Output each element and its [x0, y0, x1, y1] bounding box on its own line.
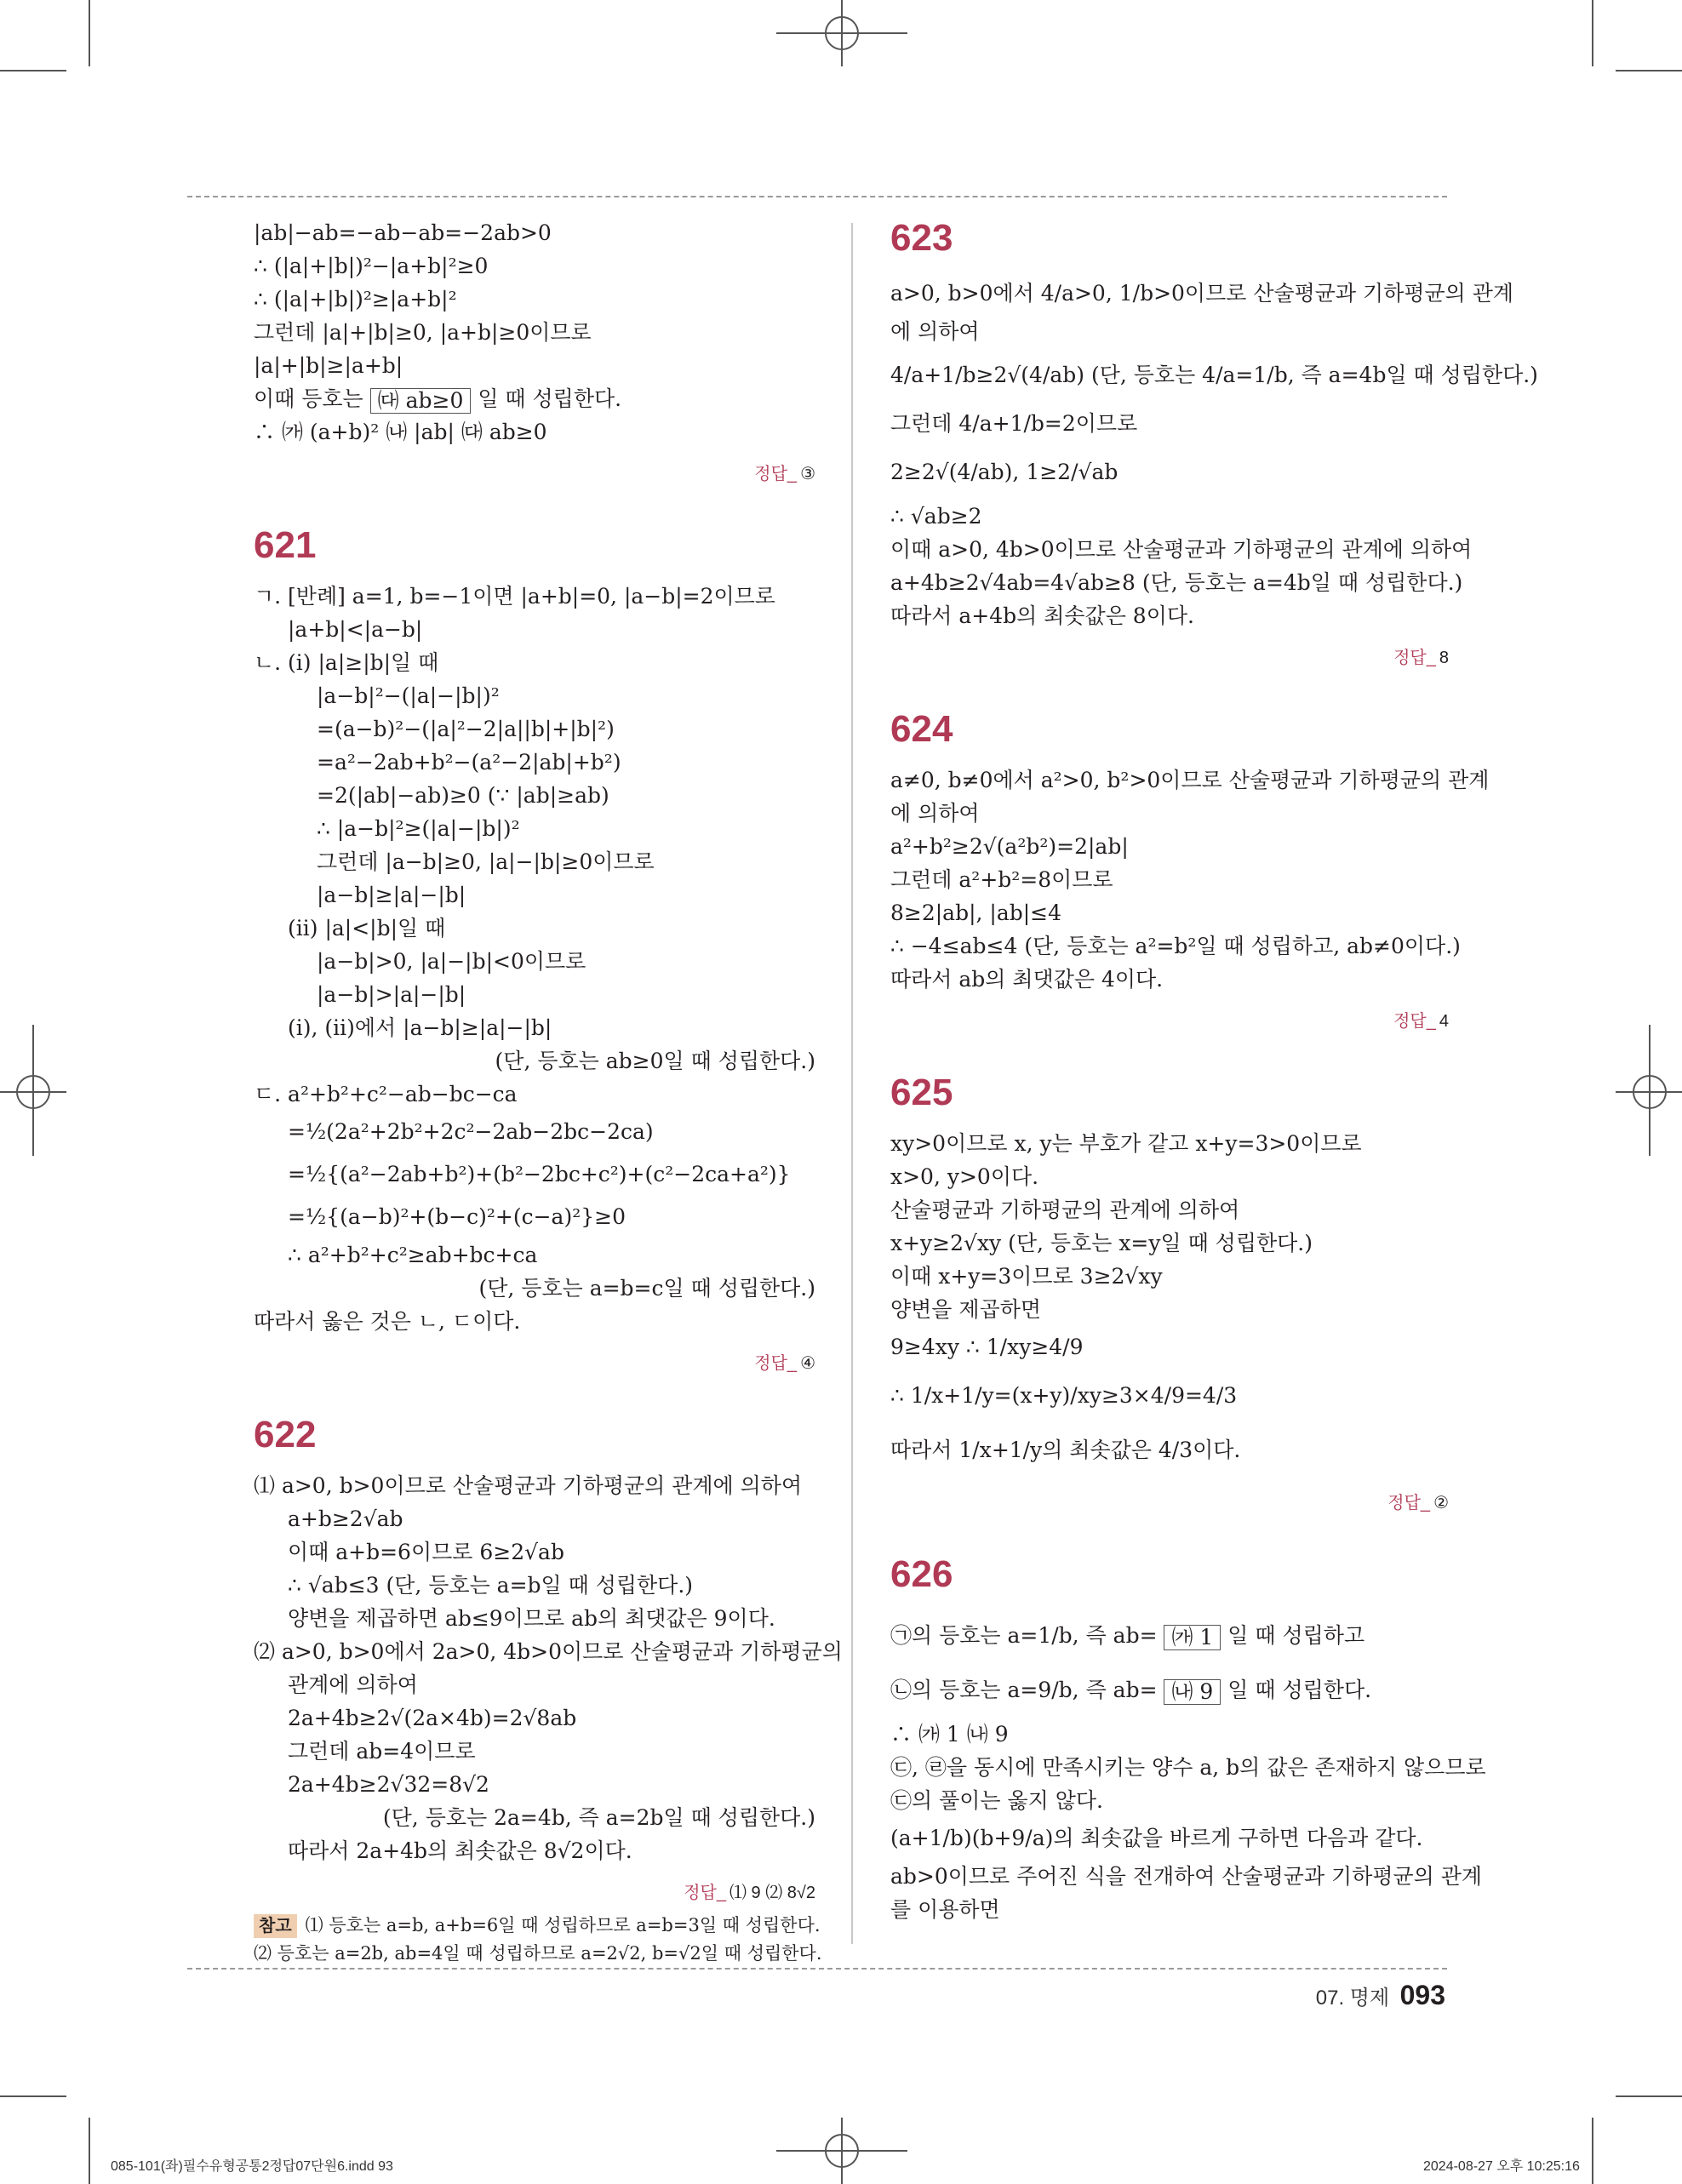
solution-line: 그런데 a²+b²=8이므로 — [890, 867, 1113, 892]
equality-condition-line — [890, 1663, 1449, 1718]
solution-line: a+b≥2√ab — [288, 1507, 403, 1531]
solution-line: 2a+4b≥2√32=8√2 — [288, 1772, 489, 1797]
solution-line: 따라서 옳은 것은 ㄴ, ㄷ이다. — [254, 1309, 521, 1334]
answer-line — [890, 1484, 1449, 1522]
solution-line: ⑵ a>0, b>0에서 2a>0, 4b>0이므로 산술평균과 기하평균의 — [254, 1639, 843, 1664]
solution-line: =½(2a²+2b²+2c²−2ab−2bc−2ca) — [288, 1119, 654, 1144]
page-number: 093 — [1399, 1980, 1445, 2010]
summary-line: ∴ ㈎ (a+b)² ㈏ |ab| ㈐ ab≥0 — [254, 420, 547, 444]
solution-line: |a−b|>|a|−|b| — [317, 982, 466, 1007]
solution-line: a²+b²≥2√(a²b²)=2|ab| — [890, 834, 1129, 859]
solution-line: ㉢, ㉣을 동시에 만족시키는 양수 a, b의 값은 존재하지 않으므로 — [890, 1755, 1486, 1780]
left-column — [254, 216, 843, 1968]
solution-line: 그런데 |a−b|≥0, |a|−|b|≥0이므로 — [317, 849, 655, 874]
solution-line: a+4b≥2√4ab=4√ab≥8 (단, 등호는 a=4b일 때 성립한다.) — [890, 570, 1463, 595]
solution-line: 이때 x+y=3이므로 3≥2√xy — [890, 1264, 1163, 1289]
answer-value: 4 — [1439, 1012, 1449, 1031]
blank-box: ㈐ ab≥0 — [370, 388, 472, 414]
solution-line: |a−b|≥|a|−|b| — [317, 883, 466, 907]
solution-line: ㄱ. [반례] a=1, b=−1이면 |a+b|=0, |a−b|=2이므로 — [254, 584, 775, 609]
problem-623 — [890, 213, 1538, 677]
solution-line: ∴ a²+b²+c²≥ab+bc+ca — [288, 1243, 538, 1267]
answer-value: ③ — [800, 465, 815, 483]
top-dashed-rule — [187, 196, 1447, 197]
solution-line: 4/a+1/b≥2√(4/ab) (단, 등호는 4/a=1/b, 즉 a=4b일 때 성립한다.) — [890, 363, 1538, 387]
solution-line: 2a+4b≥2√(2a×4b)=2√8ab — [288, 1706, 577, 1730]
answer-label: 정답_ — [1387, 1494, 1431, 1512]
solution-line: 산술평균과 기하평균의 관계에 의하여 — [890, 1198, 1240, 1222]
solution-line: 를 이용하면 — [890, 1897, 1000, 1922]
answer-value: ④ — [800, 1354, 815, 1373]
solution-line: 그런데 4/a+1/b=2이므로 — [890, 411, 1138, 436]
solution-line: 그런데 ab=4이므로 — [288, 1739, 476, 1764]
reference-tag: 참고 — [254, 1914, 297, 1938]
print-timestamp: 2024-08-27 오후 10:25:16 — [1423, 2159, 1580, 2174]
page-footer — [1316, 1980, 1445, 2011]
continued-solution — [254, 216, 815, 493]
problem-number: 624 — [890, 708, 953, 750]
blank-box: ㈎ 1 — [1164, 1625, 1221, 1650]
solution-line: ⑴ a>0, b>0이므로 산술평균과 기하평균의 관계에 의하여 — [254, 1473, 803, 1498]
crop-mark — [89, 0, 90, 66]
right-column — [890, 213, 1538, 1926]
solution-line: =½{(a²−2ab+b²)+(b²−2bc+c²)+(c²−2ca+a²)} — [288, 1162, 791, 1186]
answer-label: 정답_ — [1393, 649, 1436, 667]
solution-line: =a²−2ab+b²−(a²−2|ab|+b²) — [317, 750, 621, 775]
answer-label: 정답_ — [754, 465, 798, 483]
solution-line: a≠0, b≠0에서 a²>0, b²>0이므로 산술평균과 기하평균의 관계 — [890, 768, 1490, 792]
problem-626 — [890, 1549, 1486, 1926]
solution-line: 2≥2√(4/ab), 1≥2/√ab — [890, 460, 1118, 484]
solution-line: 따라서 1/x+1/y의 최솟값은 4/3이다. — [890, 1438, 1241, 1462]
registration-circle — [825, 2134, 859, 2168]
solution-line: |a|+|b|≥|a+b| — [254, 353, 403, 378]
condition-suffix: 일 때 성립하고 — [1227, 1623, 1365, 1648]
print-file-info: 085-101(좌)필수유형공통2정답07단원6.indd 93 — [111, 2159, 393, 2174]
solution-line: ㉢의 풀이는 옳지 않다. — [890, 1788, 1103, 1813]
solution-line: ∴ −4≤ab≤4 (단, 등호는 a²=b²일 때 성립하고, ab≠0이다.) — [890, 934, 1461, 958]
crop-mark — [1592, 0, 1593, 66]
solution-line: a>0, b>0에서 4/a>0, 1/b>0이므로 산술평균과 기하평균의 관계 — [890, 281, 1514, 306]
solution-line: ∴ √ab≥2 — [890, 504, 982, 529]
registration-circle — [825, 16, 859, 50]
solution-line: 따라서 a+4b의 최솟값은 8이다. — [890, 603, 1194, 628]
solution-line: x+y≥2√xy (단, 등호는 x=y일 때 성립한다.) — [890, 1231, 1313, 1255]
solution-line: ∴ (|a|+|b|)²−|a+b|²≥0 — [254, 254, 489, 278]
solution-line: x>0, y>0이다. — [890, 1164, 1039, 1189]
solution-line: 그런데 |a|+|b|≥0, |a+b|≥0이므로 — [254, 320, 592, 345]
problem-number: 621 — [254, 524, 317, 566]
solution-line: 관계에 의하여 — [288, 1672, 418, 1697]
solution-line: 양변을 제곱하면 — [890, 1297, 1041, 1322]
solution-line: ㄷ. a²+b²+c²−ab−bc−ca — [254, 1082, 518, 1106]
solution-line: (ⅱ) |a|<|b|일 때 — [288, 916, 446, 940]
crop-mark — [0, 70, 66, 71]
equality-prefix: 이때 등호는 — [254, 386, 363, 411]
condition-prefix: ㉡의 등호는 a=9/b, 즉 ab= — [890, 1678, 1158, 1702]
solution-line: 따라서 ab의 최댓값은 4이다. — [890, 967, 1164, 992]
condition-suffix: 일 때 성립한다. — [1227, 1678, 1372, 1702]
problem-number: 623 — [890, 217, 953, 259]
bottom-dashed-rule — [187, 1968, 1447, 1970]
registration-circle — [16, 1075, 50, 1109]
solution-line: ∴ (|a|+|b|)²≥|a+b|² — [254, 287, 457, 312]
solution-line: (단, 등호는 ab≥0일 때 성립한다.) — [495, 1049, 815, 1073]
solution-line: 에 의하여 — [890, 319, 980, 344]
solution-line: ∴ |a−b|²≥(|a|−|b|)² — [317, 816, 520, 841]
problem-number: 622 — [254, 1414, 317, 1455]
solution-line: ㄴ. (ⅰ) |a|≥|b|일 때 — [254, 650, 439, 675]
answer-line — [890, 1003, 1449, 1040]
equality-suffix: 일 때 성립한다. — [478, 386, 622, 411]
blank-box: ㈏ 9 — [1164, 1679, 1221, 1705]
reference-text: ⑴ 등호는 a=b, a+b=6일 때 성립하므로 a=b=3일 때 성립한다. — [305, 1915, 821, 1935]
answer-label: 정답_ — [1393, 1012, 1436, 1031]
problem-number: 626 — [890, 1553, 953, 1595]
solution-line: xy>0이므로 x, y는 부호가 같고 x+y=3>0이므로 — [890, 1131, 1362, 1156]
solution-line: (단, 등호는 2a=4b, 즉 a=2b일 때 성립한다.) — [382, 1805, 815, 1830]
crop-mark — [1616, 70, 1682, 71]
problem-625 — [890, 1067, 1449, 1522]
chapter-title: 07. 명제 — [1315, 1987, 1390, 2010]
problem-622 — [254, 1409, 843, 1968]
crop-mark — [1616, 2095, 1682, 2097]
answer-line — [254, 455, 815, 493]
solution-line: |a+b|<|a−b| — [288, 617, 423, 642]
solution-line: 에 의하여 — [890, 801, 980, 826]
answer-label: 정답_ — [684, 1884, 726, 1902]
solution-line: (단, 등호는 a=b=c일 때 성립한다.) — [478, 1276, 815, 1301]
answer-value: 8 — [1439, 649, 1449, 667]
answer-label: 정답_ — [754, 1354, 798, 1373]
reference-note-line: ⑵ 등호는 a=2b, ab=4일 때 성립하므로 a=2√2, b=√2일 때 성립한다. — [254, 1943, 822, 1964]
answer-line — [254, 1874, 815, 1912]
problem-624 — [890, 704, 1490, 1040]
solution-line: =(a−b)²−(|a|²−2|a||b|+|b|²) — [317, 717, 615, 741]
answer-line — [254, 1345, 815, 1382]
solution-line: ∴ 1/x+1/y=(x+y)/xy≥3×4/9=4/3 — [890, 1383, 1238, 1408]
solution-line: 양변을 제곱하면 ab≤9이므로 ab의 최댓값은 9이다. — [288, 1606, 775, 1631]
solution-line: 따라서 2a+4b의 최솟값은 8√2이다. — [288, 1838, 632, 1863]
equality-condition-line — [890, 1609, 1449, 1663]
answer-value: ⑴ 9 ⑵ 8√2 — [729, 1884, 815, 1902]
answer-line — [890, 639, 1449, 677]
answer-value: ② — [1433, 1494, 1449, 1512]
crop-mark — [89, 2118, 90, 2184]
solution-line: =2(|ab|−ab)≥0 (∵ |ab|≥ab) — [317, 783, 609, 808]
solution-line: =½{(a−b)²+(b−c)²+(c−a)²}≥0 — [288, 1204, 626, 1229]
solution-line: (a+1/b)(b+9/a)의 최솟값을 바르게 구하면 다음과 같다. — [890, 1826, 1423, 1850]
crop-mark — [1592, 2118, 1593, 2184]
solution-line: 9≥4xy ∴ 1/xy≥4/9 — [890, 1335, 1084, 1359]
solution-line: |a−b|²−(|a|−|b|)² — [317, 683, 500, 708]
solution-line: ∴ ㈎ 1 ㈏ 9 — [890, 1722, 1009, 1747]
solution-line: (ⅰ), (ⅱ)에서 |a−b|≥|a|−|b| — [288, 1015, 552, 1040]
solution-line: ∴ √ab≤3 (단, 등호는 a=b일 때 성립한다.) — [288, 1573, 694, 1598]
problem-number: 625 — [890, 1072, 953, 1113]
solution-line: ab>0이므로 주어진 식을 전개하여 산술평균과 기하평균의 관계 — [890, 1864, 1483, 1889]
solution-line: |a−b|>0, |a|−|b|<0이므로 — [317, 949, 586, 974]
solution-line: |ab|−ab=−ab−ab=−2ab>0 — [254, 220, 552, 245]
equality-condition-line — [254, 382, 815, 415]
solution-line: 8≥2|ab|, |ab|≤4 — [890, 900, 1062, 925]
crop-mark — [0, 2095, 66, 2097]
condition-prefix: ㉠의 등호는 a=1/b, 즉 ab= — [890, 1623, 1158, 1648]
registration-circle — [1633, 1075, 1667, 1109]
reference-note-line — [254, 1912, 821, 1940]
solution-line: 이때 a+b=6이므로 6≥2√ab — [288, 1540, 564, 1564]
column-divider — [851, 223, 853, 1944]
solution-line: 이때 a>0, 4b>0이므로 산술평균과 기하평균의 관계에 의하여 — [890, 537, 1473, 562]
problem-621 — [254, 520, 815, 1382]
